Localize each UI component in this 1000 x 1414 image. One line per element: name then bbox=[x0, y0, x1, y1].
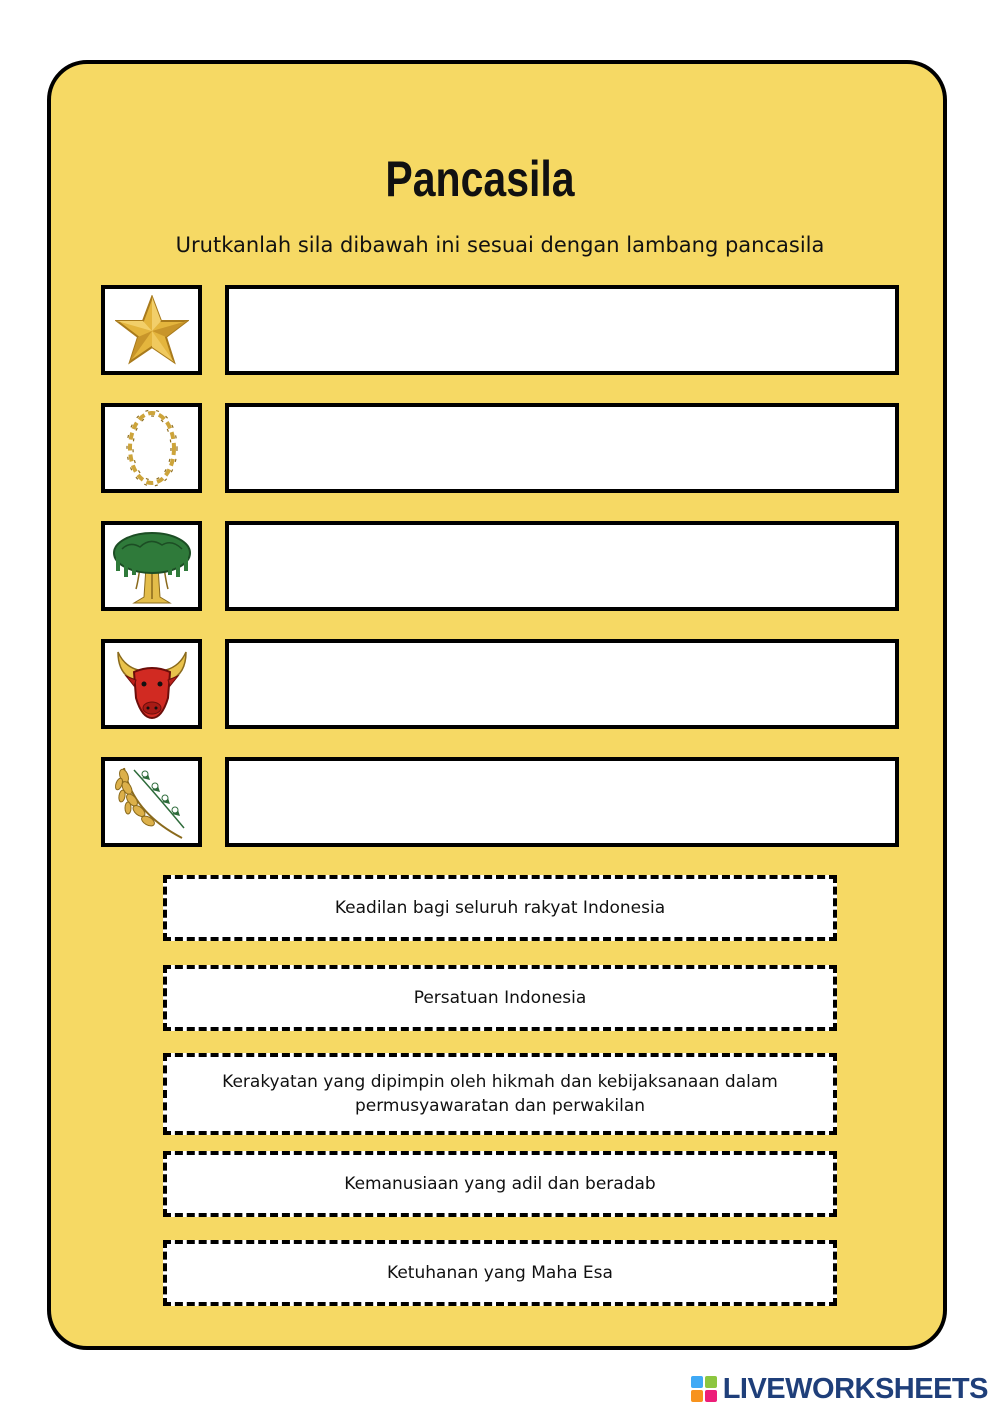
answer-drop-zone-1[interactable] bbox=[225, 285, 899, 375]
symbol-box-star bbox=[101, 285, 202, 375]
symbol-box-rice-cotton bbox=[101, 757, 202, 847]
answer-drop-zone-3[interactable] bbox=[225, 521, 899, 611]
symbol-box-bull bbox=[101, 639, 202, 729]
liveworksheets-logo-icon bbox=[691, 1376, 717, 1402]
option-keadilan[interactable]: Keadilan bagi seluruh rakyat Indonesia bbox=[163, 875, 837, 941]
chain-icon bbox=[117, 407, 187, 489]
symbol-box-chain bbox=[101, 403, 202, 493]
option-persatuan[interactable]: Persatuan Indonesia bbox=[163, 965, 837, 1031]
option-kemanusiaan[interactable]: Kemanusiaan yang adil dan beradab bbox=[163, 1151, 837, 1217]
answer-drop-zone-2[interactable] bbox=[225, 403, 899, 493]
rice-cotton-icon bbox=[114, 762, 190, 842]
symbol-box-tree bbox=[101, 521, 202, 611]
banyan-tree-icon bbox=[110, 527, 194, 605]
brand-name: LIVEWORKSHEETS bbox=[722, 1372, 988, 1405]
liveworksheets-footer bbox=[691, 1372, 988, 1406]
answer-drop-zone-5[interactable] bbox=[225, 757, 899, 847]
bull-head-icon bbox=[112, 646, 192, 722]
star-icon bbox=[115, 295, 189, 365]
option-kerakyatan[interactable]: Kerakyatan yang dipimpin oleh hikmah dan kebijaksanaan dalam permusyawaratan dan perwakilan bbox=[163, 1053, 837, 1135]
page-title: Pancasila bbox=[385, 151, 575, 207]
answer-drop-zone-4[interactable] bbox=[225, 639, 899, 729]
instruction-text: Urutkanlah sila dibawah ini sesuai dengan lambang pancasila bbox=[175, 233, 825, 257]
option-ketuhanan[interactable]: Ketuhanan yang Maha Esa bbox=[163, 1240, 837, 1306]
